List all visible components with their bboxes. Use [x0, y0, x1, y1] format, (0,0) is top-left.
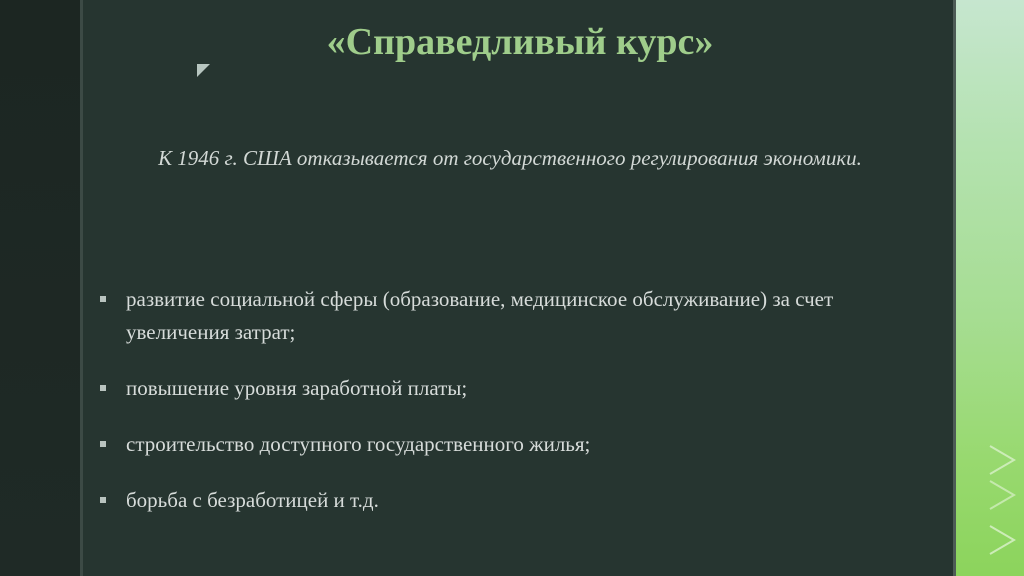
bullet-list	[96, 283, 926, 540]
bullet-item	[96, 428, 926, 461]
bullet-item	[96, 283, 926, 349]
slide-subtitle: К 1946 г. США отказывается от государственного регулирования экономики.	[158, 146, 862, 170]
bullet-item	[96, 372, 926, 405]
chevron-right-icon	[984, 475, 1024, 515]
chevron-right-icon	[984, 520, 1024, 560]
bullet-marker-icon	[100, 441, 106, 447]
right-accent-strip	[956, 0, 1024, 576]
chevron-right-icon	[984, 440, 1024, 480]
slide-title: «Справедливый курс»	[326, 21, 714, 63]
bullet-marker-icon	[100, 385, 106, 391]
bullet-marker-icon	[100, 497, 106, 503]
bullet-item	[96, 484, 926, 517]
corner-triangle-icon	[197, 64, 210, 77]
left-panel	[0, 0, 80, 576]
bullet-text: повышение уровня заработной платы;	[126, 376, 468, 400]
bullet-text: борьба с безработицей и т.д.	[126, 488, 379, 512]
bullet-marker-icon	[100, 296, 106, 302]
bullet-text: развитие социальной сферы (образование, медицинское обслуживание) за счет увеличения затрат;	[126, 287, 834, 344]
bullet-text: строительство доступного государственного жилья;	[126, 432, 591, 456]
